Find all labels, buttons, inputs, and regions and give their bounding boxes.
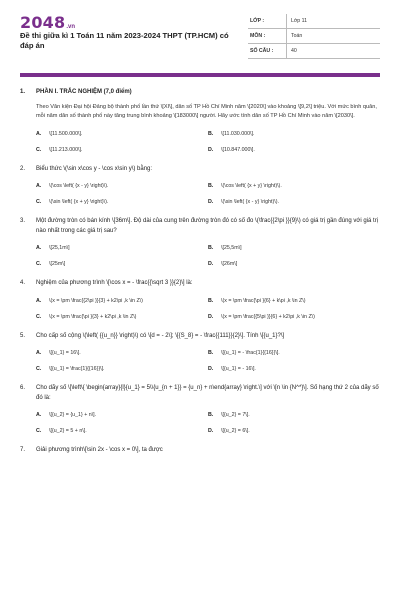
- option-row: [36, 411, 380, 419]
- option-c[interactable]: [36, 146, 208, 154]
- option-letter: C.: [36, 313, 42, 320]
- question-5: [20, 332, 380, 374]
- logo-domain: .vn: [66, 24, 76, 30]
- question-2: [20, 165, 380, 207]
- question-number: 5.: [20, 332, 26, 339]
- option-row: [36, 260, 380, 268]
- question-number: 2.: [20, 165, 26, 172]
- option-a[interactable]: [36, 182, 208, 190]
- option-b[interactable]: [208, 182, 380, 190]
- option-row: [36, 182, 380, 190]
- option-letter: D.: [208, 261, 214, 267]
- option-d[interactable]: [208, 427, 380, 435]
- option-text: \(x = \pm \frac{{2\pi }}{3} + k2\pi ,k \in Z\): [49, 297, 143, 304]
- header-divider: [20, 73, 380, 77]
- question-text: Nghiệm của phương trình \[\cos x = - \frac{{\sqrt 3 }}{2}\] là:: [36, 280, 193, 286]
- option-text: \[{u_2} = 7\].: [221, 412, 250, 418]
- option-d[interactable]: [208, 313, 380, 321]
- option-c[interactable]: [36, 198, 208, 206]
- option-a[interactable]: [36, 349, 208, 357]
- question-number: 6.: [20, 385, 26, 391]
- option-letter: D.: [208, 366, 214, 372]
- option-letter: B.: [208, 130, 214, 137]
- info-value: Lớp 11: [287, 14, 381, 29]
- question-number: 1.: [20, 89, 26, 95]
- site-logo[interactable]: [20, 13, 75, 32]
- option-text: \(x = \pm \frac{\pi }{6} + k\pi ,k \in Z\): [221, 297, 306, 304]
- option-text: \[26m\]: [221, 261, 238, 267]
- option-letter: D.: [208, 199, 214, 205]
- question-list: [20, 88, 380, 467]
- question-number: 3.: [20, 218, 26, 224]
- document-title: Đề thi giữa kì 1 Toán 11 năm 2023-2024 THPT (TP.HCM) có đáp án: [20, 31, 229, 50]
- option-row: [36, 349, 380, 357]
- option-text: \[{u_2} = 6\].: [221, 428, 250, 434]
- option-text: \[10.847.000\].: [221, 146, 255, 153]
- option-b[interactable]: [208, 244, 380, 252]
- option-letter: B.: [208, 350, 214, 356]
- option-text: \[{u_1} = - 16\].: [221, 366, 256, 372]
- option-d[interactable]: [208, 198, 380, 206]
- option-a[interactable]: [36, 297, 208, 305]
- option-text: \[25,1m\]: [49, 245, 70, 251]
- option-b[interactable]: [208, 297, 380, 305]
- info-row-count: [248, 44, 380, 59]
- option-letter: C.: [36, 261, 42, 267]
- question-4: [20, 279, 380, 321]
- option-row: [36, 146, 380, 154]
- question-header: [20, 446, 380, 456]
- question-text: Giải phương trình\[\sin 2x - \cos x = 0\], ta được: [36, 447, 163, 453]
- option-c[interactable]: [36, 427, 208, 435]
- option-text: \(\sin \left( {x + y} \right)\).: [49, 199, 109, 205]
- option-text: \[11.030.000\].: [221, 130, 255, 137]
- question-passage: Theo Văn kiện Đại hội Đảng bộ thành phố lần thứ \[XI\], dân số TP Hồ Chí Minh năm \[2020\] vào khoảng \[9,2\] triệu. Với mức bình quân, mỗi năm dân số thành phố này tăng trung bình khoảng \[183000\] người. Hãy ước tính dân số TP Hồ Chí Minh vào năm \[2030\].: [36, 103, 377, 119]
- info-row-subject: [248, 29, 380, 44]
- option-row: [36, 198, 380, 206]
- option-c[interactable]: [36, 260, 208, 268]
- option-letter: B.: [208, 297, 214, 304]
- option-text: \(\sin \left( {x - y} \right)\).: [221, 199, 279, 205]
- question-header: [20, 165, 380, 175]
- option-text: \[{u_2} = {u_1} + n\].: [49, 412, 97, 418]
- question-header: [20, 384, 380, 403]
- option-letter: A.: [36, 350, 42, 356]
- question-number: 4.: [20, 280, 26, 286]
- option-letter: C.: [36, 428, 42, 434]
- option-d[interactable]: [208, 260, 380, 268]
- option-letter: D.: [208, 313, 214, 320]
- option-letter: C.: [36, 146, 42, 153]
- option-row: [36, 427, 380, 435]
- option-text: \[11.500.000\].: [49, 130, 83, 137]
- option-row: [36, 297, 380, 305]
- section-heading: PHẦN I. TRẮC NGHIỆM (7,0 điểm): [36, 89, 132, 95]
- option-text: \(x = \pm \frac{\pi }{3} + k2\pi ,k \in Z\): [49, 313, 137, 320]
- option-letter: D.: [208, 146, 214, 153]
- option-letter: B.: [208, 245, 214, 251]
- option-text: \(\cos \left( {x + y} \right)\).: [221, 183, 282, 189]
- info-value: 40: [287, 44, 381, 59]
- option-text: \[25,5m\]: [221, 245, 242, 251]
- option-letter: B.: [208, 412, 214, 418]
- question-number: 7.: [20, 447, 26, 453]
- question-1: [20, 88, 380, 154]
- option-a[interactable]: [36, 244, 208, 252]
- option-d[interactable]: [208, 365, 380, 373]
- option-text: \[{u_1} = 16\].: [49, 350, 81, 356]
- option-c[interactable]: [36, 313, 208, 321]
- question-header: [20, 217, 380, 236]
- logo-text: 2048: [20, 13, 66, 32]
- option-text: \[{u_1} = \frac{1}{{16}}\].: [49, 366, 105, 372]
- option-text: \(\cos \left( {x - y} \right)\).: [49, 183, 109, 189]
- question-text: Cho cấp số cộng \(\left( {{u_n}} \right)\) có \[d = - 2\]; \[{S_8} = - \frac{{111}}{2}\]. Tính \[{u_1}?\]: [36, 332, 285, 339]
- question-text: Một đường tròn có bán kính \[36m\]. Độ dài của cung trên đường tròn đó có số đo \(\frac{{2\pi }}{9}\) có giá trị gần đúng với giá trị nào nhất trong các giá trị sau?: [36, 218, 379, 234]
- option-letter: D.: [208, 428, 214, 434]
- option-row: [36, 244, 380, 252]
- option-letter: C.: [36, 199, 42, 205]
- info-row-class: [248, 14, 380, 29]
- question-header: [20, 332, 380, 342]
- option-a[interactable]: [36, 411, 208, 419]
- info-key: SỐ CÂU :: [248, 44, 287, 59]
- question-text: Cho dãy số \[\left\{ \begin{array}{l}{u_1} = 5\\{u_{n + 1}} = {u_n} + n\end{array} \right.\] với \[n \in {N^*}\]. Số hạng thứ 2 của dãy số đó là:: [36, 385, 379, 401]
- option-text: \[25m\]: [49, 261, 66, 267]
- option-b[interactable]: [208, 349, 380, 357]
- option-letter: C.: [36, 366, 42, 372]
- question-7: [20, 446, 380, 456]
- option-row: [36, 313, 380, 321]
- question-3: [20, 217, 380, 268]
- option-text: \[{u_1} = - \frac{1}{{16}}\].: [221, 350, 280, 356]
- option-b[interactable]: [208, 411, 380, 419]
- info-value: Toán: [287, 29, 381, 44]
- option-d[interactable]: [208, 146, 380, 154]
- option-letter: A.: [36, 245, 42, 251]
- info-key: MÔN :: [248, 29, 287, 44]
- option-c[interactable]: [36, 365, 208, 373]
- question-header: [20, 88, 380, 98]
- option-b[interactable]: [208, 130, 380, 138]
- question-text: Biểu thức \(\sin x\cos y - \cos x\sin y\) bằng:: [36, 165, 153, 172]
- option-text: \(x = \pm \frac{{5\pi }}{6} + k2\pi ,k \in Z\): [221, 313, 315, 320]
- question-header: [20, 279, 380, 289]
- exam-info-table: [248, 14, 380, 59]
- option-text: \[11.213.000\].: [49, 146, 83, 153]
- option-text: \[{u_2} = 5 + n\].: [49, 428, 87, 434]
- option-letter: A.: [36, 297, 42, 304]
- option-a[interactable]: [36, 130, 208, 138]
- option-letter: A.: [36, 183, 42, 189]
- info-key: LỚP :: [248, 14, 287, 29]
- option-letter: B.: [208, 183, 214, 189]
- option-letter: A.: [36, 412, 42, 418]
- option-row: [36, 130, 380, 138]
- option-row: [36, 365, 380, 373]
- option-letter: A.: [36, 130, 42, 137]
- question-6: [20, 384, 380, 435]
